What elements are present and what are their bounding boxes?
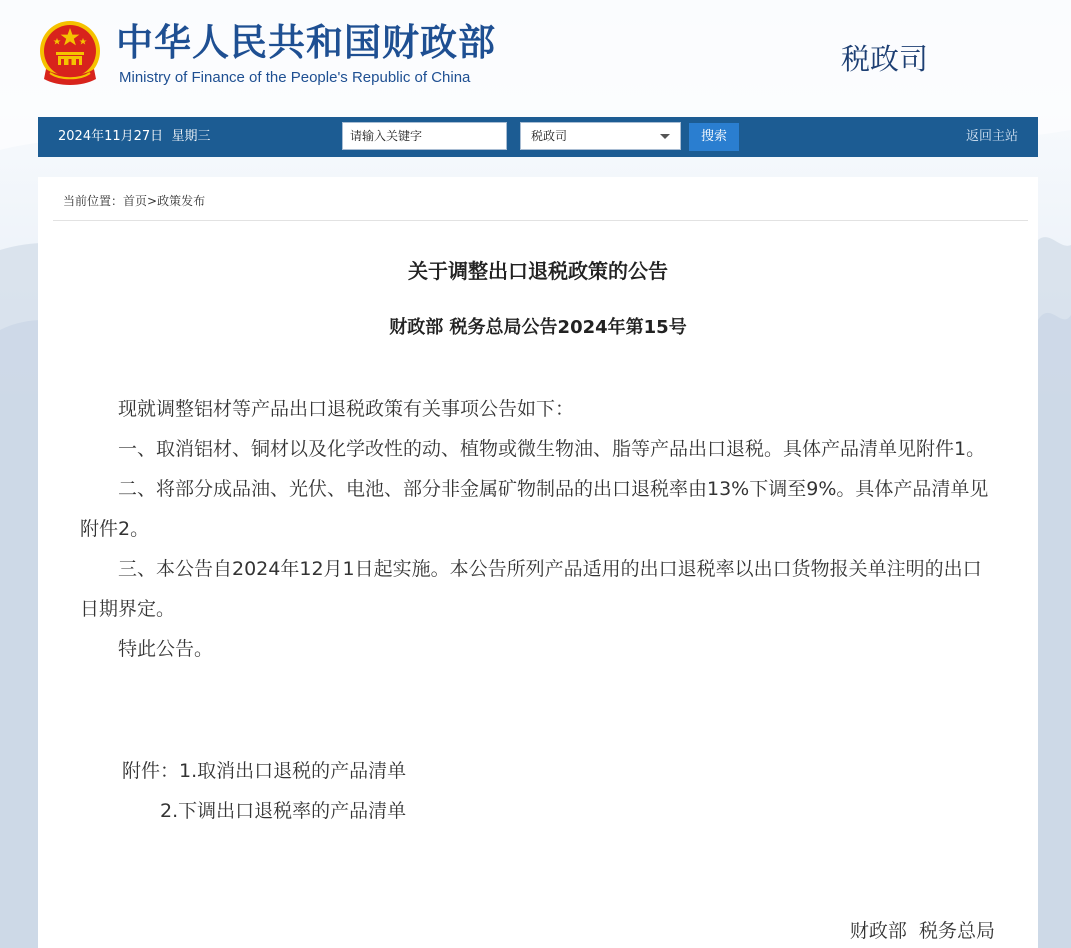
attachment-line-1: [122, 758, 406, 784]
return-home-link[interactable]: 返回主站: [965, 129, 1018, 144]
breadcrumb-separator: >: [147, 194, 158, 208]
paragraph-closing: 特此公告。: [118, 638, 214, 660]
site-header: [0, 0, 1071, 117]
article-body: [80, 389, 996, 669]
site-select-value: 税政司: [531, 129, 568, 143]
paragraph-item-3: 三、本公告自2024年12月1日起实施。本公告所列产品适用的出口退税率以出口货物报关单注明的出口日期界定。: [80, 558, 982, 620]
article-document-number: 财政部 税务总局公告2024年第15号: [389, 317, 687, 338]
issuer-signature: 财政部 税务总局: [849, 920, 995, 942]
paragraph-item-1: 一、取消铝材、铜材以及化学改性的动、植物或微生物油、脂等产品出口退税。具体产品清单见附件1。: [118, 438, 986, 460]
breadcrumb-label: 当前位置：: [63, 194, 124, 208]
site-select[interactable]: [520, 122, 681, 150]
article-panel: [38, 177, 1038, 948]
breadcrumb-home-link[interactable]: 首页: [123, 194, 148, 208]
breadcrumb: [63, 193, 205, 209]
paragraph-item-2: 二、将部分成品油、光伏、电池、部分非金属矿物制品的出口退税率由13%下调至9%。具体产品清单见附件2。: [80, 478, 989, 540]
ministry-name-cn: 中华人民共和国财政部: [116, 21, 496, 64]
paragraph-intro: 现就调整铝材等产品出口退税政策有关事项公告如下：: [118, 398, 575, 420]
top-navbar: [38, 117, 1038, 157]
breadcrumb-divider: [53, 220, 1028, 221]
breadcrumb-section-link[interactable]: 政策发布: [157, 194, 206, 208]
article-title: 关于调整出口退税政策的公告: [408, 259, 668, 283]
national-emblem-icon: [38, 19, 102, 87]
attachment-link-2[interactable]: 2.下调出口退税率的产品清单: [160, 800, 407, 822]
department-name: 税政司: [841, 42, 929, 76]
ministry-name-en: Ministry of Finance of the People's Republic of China: [119, 69, 471, 86]
attachment-line-2: [160, 798, 406, 824]
search-input[interactable]: [342, 122, 507, 150]
caret-down-icon: [660, 134, 670, 139]
current-date: [58, 128, 210, 146]
attachments-label: 附件：: [122, 760, 180, 782]
weekday-text: 星期三: [171, 129, 211, 144]
attachment-link-1[interactable]: 1.取消出口退税的产品清单: [179, 760, 407, 782]
search-button[interactable]: 搜索: [689, 123, 739, 151]
date-text: 2024年11月27日: [58, 129, 164, 144]
